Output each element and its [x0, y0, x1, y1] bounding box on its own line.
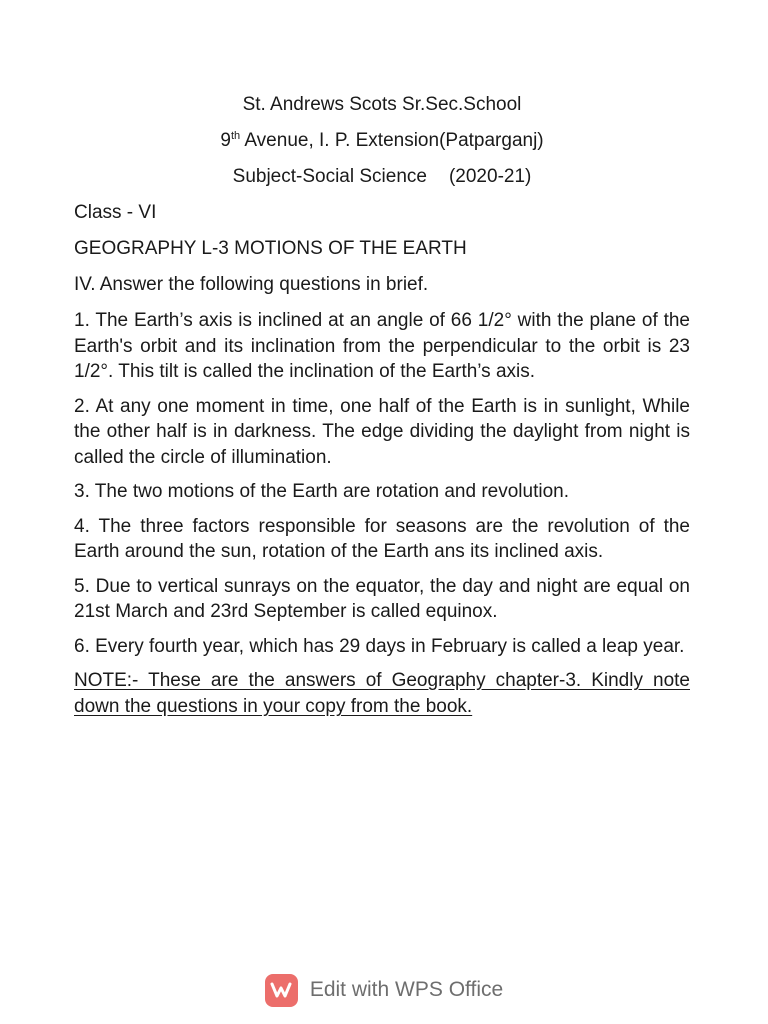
class-label: Class - VI — [74, 202, 157, 223]
answer-5 — [74, 574, 690, 625]
answer-number: 6. — [74, 635, 90, 657]
answer-number: 3. — [74, 481, 90, 502]
answer-3 — [74, 479, 690, 505]
edit-with-wps-label: Edit with WPS Office — [309, 978, 504, 1001]
lesson-title: GEOGRAPHY L-3 MOTIONS OF THE EARTH — [74, 238, 467, 259]
answer-number: 2. — [74, 395, 90, 417]
answer-4 — [74, 514, 690, 565]
answer-text: At any one moment in time, one half of the Earth is in sunlight, While the other half is in darkness. The edge dividing the daylight from night is called the circle of illumination. — [74, 395, 690, 468]
section-heading: IV. Answer the following questions in brief. — [74, 274, 429, 295]
address-number: 9 — [220, 130, 231, 151]
answer-1 — [74, 308, 690, 385]
subject-name: Subject-Social Science — [232, 166, 427, 187]
answer-text: Due to vertical sunrays on the equator, the day and night are equal on 21st March and 23rd September is called equinox. — [74, 575, 690, 622]
answer-text: Every fourth year, which has 29 days in February is called a leap year. — [89, 635, 685, 657]
document-page — [74, 92, 690, 720]
answer-text: The two motions of the Earth are rotation and revolution. — [89, 481, 570, 502]
answer-number: 5. — [74, 575, 90, 597]
school-name: St. Andrews Scots Sr.Sec.School — [242, 94, 522, 115]
address-superscript: th — [230, 130, 241, 142]
footer — [0, 970, 768, 1010]
answer-2 — [74, 394, 690, 471]
edit-with-wps-button[interactable] — [265, 974, 503, 1007]
subject-line — [74, 164, 690, 189]
answer-number: 1. — [74, 310, 90, 331]
teacher-note: NOTE:- These are the answers of Geography chapter-3. Kindly note down the questions in your copy from the book. — [74, 670, 690, 717]
address-rest: Avenue, I. P. Extension(Patparganj) — [240, 130, 544, 151]
answer-6 — [74, 634, 690, 660]
answer-number: 4. — [74, 515, 90, 537]
answer-text: The Earth’s axis is inclined at an angle of 66 1/2° with the plane of the Earth's orbit and its inclination from the perpendicular to the orbit is 23 1/2°. This tilt is called the inclination of the Earth’s axis. — [74, 310, 690, 382]
wps-office-logo-icon — [265, 974, 298, 1007]
academic-year: (2020-21) — [448, 166, 532, 187]
answer-text: The three factors responsible for seasons are the revolution of the Earth around the sun, rotation of the Earth ans its inclined axis. — [74, 515, 690, 562]
wps-w-glyph-icon — [270, 981, 292, 999]
school-address — [74, 128, 690, 153]
